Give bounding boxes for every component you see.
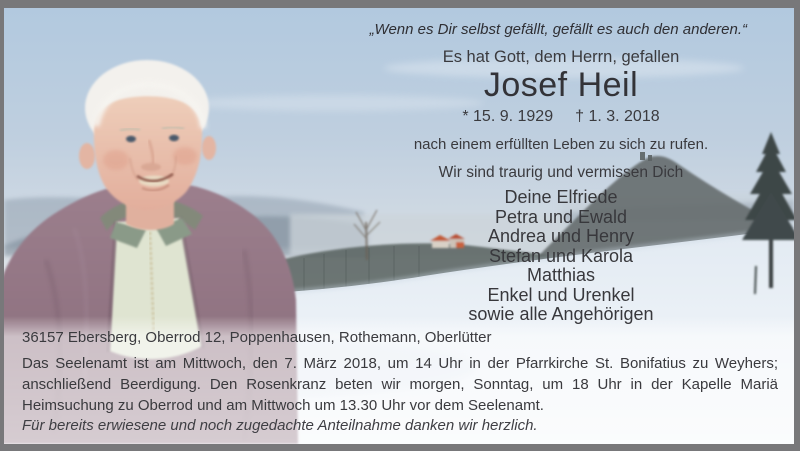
mourner-name: Deine Elfriede bbox=[504, 187, 618, 207]
deceased-name: Josef Heil bbox=[483, 66, 639, 104]
address-line: 36157 Ebersberg, Oberrod 12, Poppenhausen, Rothemann, Oberlütter bbox=[22, 329, 492, 346]
mourner-name: Petra und Ewald bbox=[494, 206, 628, 227]
mourner-name: Matthias bbox=[526, 265, 596, 285]
obituary-quote: „Wenn es Dir selbst gefällt, gefällt es auch den anderen.“ bbox=[369, 21, 747, 38]
mourner-name: Andrea und Henry bbox=[487, 226, 635, 246]
service-info: Das Seelenamt ist am Mittwoch, den 7. März 2018, um 14 Uhr in der Pfarrkirche St. Bonifatius zu Weyhers; anschließend Beerdigung. Den Rosenkranz beten wir morgen, Sonntag, um 18 Uhr in der Kapelle Mariä Heimsuchung zu Oberrod und am Mittwoch um 13.30 Uhr vor dem Seelenamt. bbox=[22, 355, 778, 414]
mourner-name: Enkel und Urenkel bbox=[487, 284, 635, 305]
thanks-line: Für bereits erwiesene und noch zugedachte Anteilnahme danken wir herzlich. bbox=[22, 417, 538, 434]
birth-date: * 15. 9. 1929 bbox=[462, 108, 554, 125]
mourner-name: sowie alle Angehörigen bbox=[468, 304, 654, 324]
winter-landscape-photo bbox=[4, 8, 794, 444]
intro-line: Es hat Gott, dem Herrn, gefallen bbox=[442, 48, 680, 66]
mourning-line: Wir sind traurig und vermissen Dich bbox=[438, 164, 684, 181]
closing-line: nach einem erfüllten Leben zu sich zu rufen. bbox=[413, 136, 709, 153]
death-date: † 1. 3. 2018 bbox=[575, 108, 660, 125]
mourner-name: Stefan und Karola bbox=[488, 245, 634, 266]
mourners-list bbox=[341, 188, 781, 325]
life-dates bbox=[341, 108, 781, 126]
